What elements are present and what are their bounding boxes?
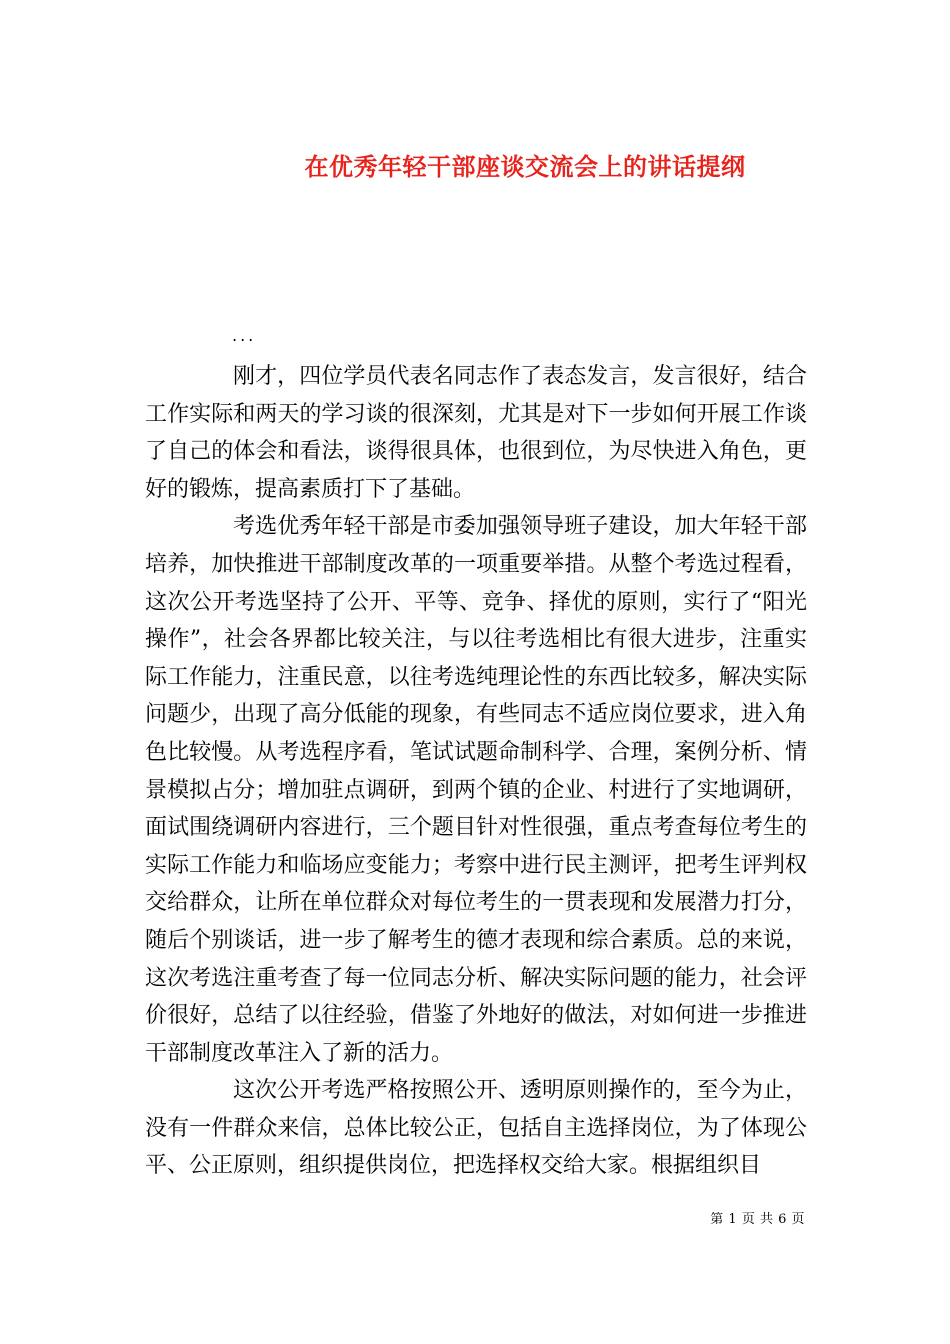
document-title: 在优秀年轻干部座谈交流会上的讲话提纲	[304, 152, 746, 182]
paragraph-1: 刚才，四位学员代表名同志作了表态发言，发言很好，结合工作实际和两天的学习谈的很深刻，尤其是对下一步如何开展工作谈了自己的体会和看法，谈得很具体，也很到位，为尽快进入角色，更好的锻炼，提高素质打下了基础。	[145, 364, 807, 502]
ellipsis-marker: ...	[232, 326, 257, 345]
paragraph-2: 考选优秀年轻干部是市委加强领导班子建设，加大年轻干部培养，加快推进干部制度改革的一项重要举措。从整个考选过程看，这次公开考选坚持了公开、平等、竞争、择优的原则，实行了“阳光操作”，社会各界都比较关注，与以往考选相比有很大进步，注重实际工作能力，注重民意，以往考选纯理论性的东西比较多，解决实际问题少，出现了高分低能的现象，有些同志不适应岗位要求，进入角色比较慢。从考选程序看，笔试试题命制科学、合理，案例分析、情景模拟占分；增加驻点调研，到两个镇的企业、村进行了实地调研，面试围绕调研内容进行，三个题目针对性很强，重点考查每位考生的实际工作能力和临场应变能力；考察中进行民主测评，把考生评判权交给群众，让所在单位群众对每位考生的一贯表现和发展潜力打分，随后个别谈话，进一步了解考生的德才表现和综合素质。总的来说，这次考选注重考查了每一位同志分析、解决实际问题的能力，社会评价很好，总结了以往经验，借鉴了外地好的做法，对如何进一步推进干部制度改革注入了新的活力。	[145, 514, 807, 1066]
paragraph-3: 这次公开考选严格按照公开、透明原则操作的，至今为止，没有一件群众来信，总体比较公正，包括自主选择岗位，为了体现公平、公正原则，组织提供岗位，把选择权交给大家。根据组织目	[145, 1078, 807, 1179]
document-body	[145, 358, 807, 1185]
page-footer: 第 1 页 共 6 页	[710, 1212, 805, 1227]
